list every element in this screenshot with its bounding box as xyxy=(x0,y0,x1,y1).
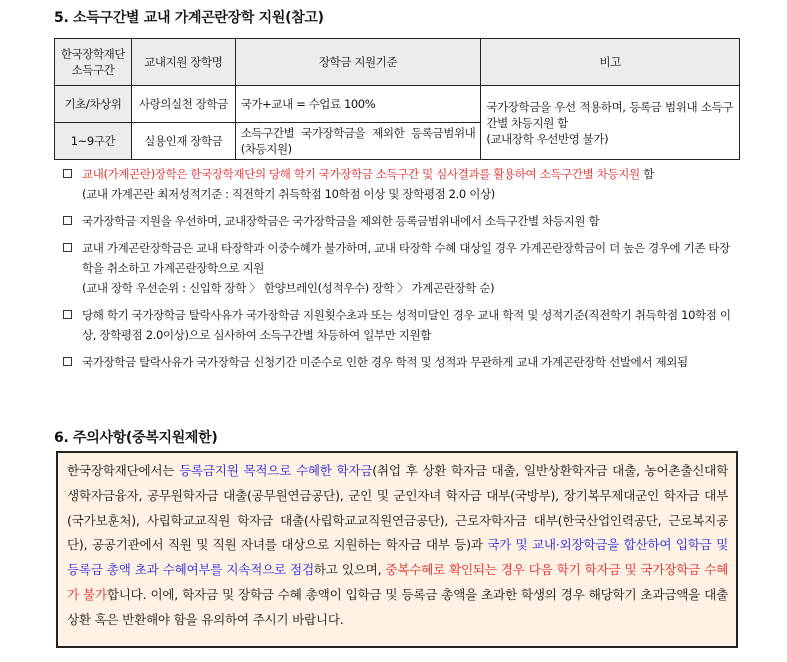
caution-box xyxy=(56,451,738,648)
cell-income: 1~9구간 xyxy=(55,123,132,160)
note-text: 함 xyxy=(639,167,654,181)
cell-criteria: 국가+교내 = 수업료 100% xyxy=(235,86,481,123)
list-item xyxy=(62,352,738,372)
note-subtext: (교내 장학 우선순위 : 신입학 장학 〉 한양브레인(성적우수) 장학 〉 가계곤란장학 순) xyxy=(82,281,495,295)
checkbox-bullet-icon xyxy=(63,169,72,178)
note-text: 국가장학금 탈락사유가 국가장학금 신청기간 미준수로 인한 경우 학적 및 성적과 무관하게 교내 가계곤란장학 선발에서 제외됨 xyxy=(82,355,688,369)
list-item xyxy=(62,211,738,231)
header-criteria: 장학금 지원기준 xyxy=(235,39,481,86)
caution-highlight-blue: 국가 및 교내·외장학금을 합산하여 입학금 및 등록금 총액 초과 수혜여부를 지속적으로 점검 xyxy=(67,537,729,578)
checkbox-bullet-icon xyxy=(63,310,72,319)
cell-scholarship: 실용인재 장학금 xyxy=(131,123,235,160)
note-text: 당해 학기 국가장학금 탈락사유가 국가장학금 지원횟수초과 또는 성적미달인 경우 교내 학적 및 성적기준(직전학기 취득학점 10학점 이상, 장학평점 2.0이상)으로 심사하여 소득구간별 차등하여 일부만 지원함 xyxy=(82,308,731,342)
caution-text: (취업 후 상환 학자금 대출, 일반상환학자금 대출, 농어촌출신대학생학자금융자, 공무원학자금 대출(공무원연금공단), 군인 및 군인자녀 학자금 대부(국방부), 장기복무제대군인 학자금 대부(국가보훈처), 사립학교교직원 학자금 대출(사립학교교직원연금공단), 근로자학자금 대부(한국산업인력공단, 근로복지공단), 공공기관에서 직원 및 직원 자녀를 대상으로 지원하는 학자금 대부 등)과 xyxy=(67,463,728,553)
cell-criteria: 소득구간별 국가장학금을 제외한 등록금범위내(차등지원) xyxy=(235,123,481,160)
checkbox-bullet-icon xyxy=(63,357,72,366)
cell-income: 기초/차상위 xyxy=(55,86,132,123)
note-text: 국가장학금 지원을 우선하며, 교내장학금은 국가장학금을 제외한 등록금범위내에서 소득구간별 차등지원 함 xyxy=(82,214,600,228)
note-highlight: 교내(가계곤란)장학은 한국장학재단의 당해 학기 국가장학금 소득구간 및 심사결과를 활용하여 소득구간별 차등지원 xyxy=(82,167,640,181)
note-text: 교내 가계곤란장학금은 교내 타장학과 이중수혜가 불가하며, 교내 타장학 수혜 대상일 경우 가계곤란장학금이 더 높은 경우에 기존 타장학을 취소하고 가계곤란장학으로 지원 xyxy=(82,241,730,275)
cell-remarks: 국가장학금을 우선 적용하며, 등록금 범위내 소득구간별 차등지원 함 (교내장학 우선반영 불가) xyxy=(481,86,740,160)
notes-list xyxy=(62,164,738,379)
scholarship-table xyxy=(54,38,740,160)
header-income-bracket: 한국장학재단 소득구간 xyxy=(55,39,132,86)
list-item xyxy=(62,238,738,298)
list-item xyxy=(62,305,738,345)
caution-text: 합니다. 이에, 학자금 및 장학금 수혜 총액이 입학금 및 등록금 총액을 초과한 학생의 경우 해당학기 초과금액을 대출상환 혹은 반환해야 함을 유의하여 주시기 바랍니다. xyxy=(67,586,728,627)
checkbox-bullet-icon xyxy=(63,216,72,225)
section-5-title: 5. 소득구간별 교내 가계곤란장학 지원(참고) xyxy=(54,10,324,26)
table-row xyxy=(55,86,740,123)
cell-scholarship: 사랑의실천 장학금 xyxy=(131,86,235,123)
header-remarks: 비고 xyxy=(481,39,740,86)
section-6-title: 6. 주의사항(중복지원제한) xyxy=(54,430,218,446)
caution-text: 한국장학재단에서는 xyxy=(67,463,180,478)
table-header-row xyxy=(55,39,740,86)
checkbox-bullet-icon xyxy=(63,243,72,252)
caution-highlight-red: 중복수혜로 확인되는 경우 다음 학기 학자금 및 국가장학금 수혜가 불가 xyxy=(67,562,728,602)
header-scholarship-name: 교내지원 장학명 xyxy=(131,39,235,86)
note-subtext: (교내 가계곤란 최저성적기준 : 직전학기 취득학점 10학점 이상 및 장학평점 2.0 이상) xyxy=(82,187,495,201)
list-item xyxy=(62,164,738,204)
caution-highlight-blue: 등록금지원 목적으로 수혜한 학자금 xyxy=(179,463,373,478)
caution-text: 하고 있으며, xyxy=(313,562,386,578)
